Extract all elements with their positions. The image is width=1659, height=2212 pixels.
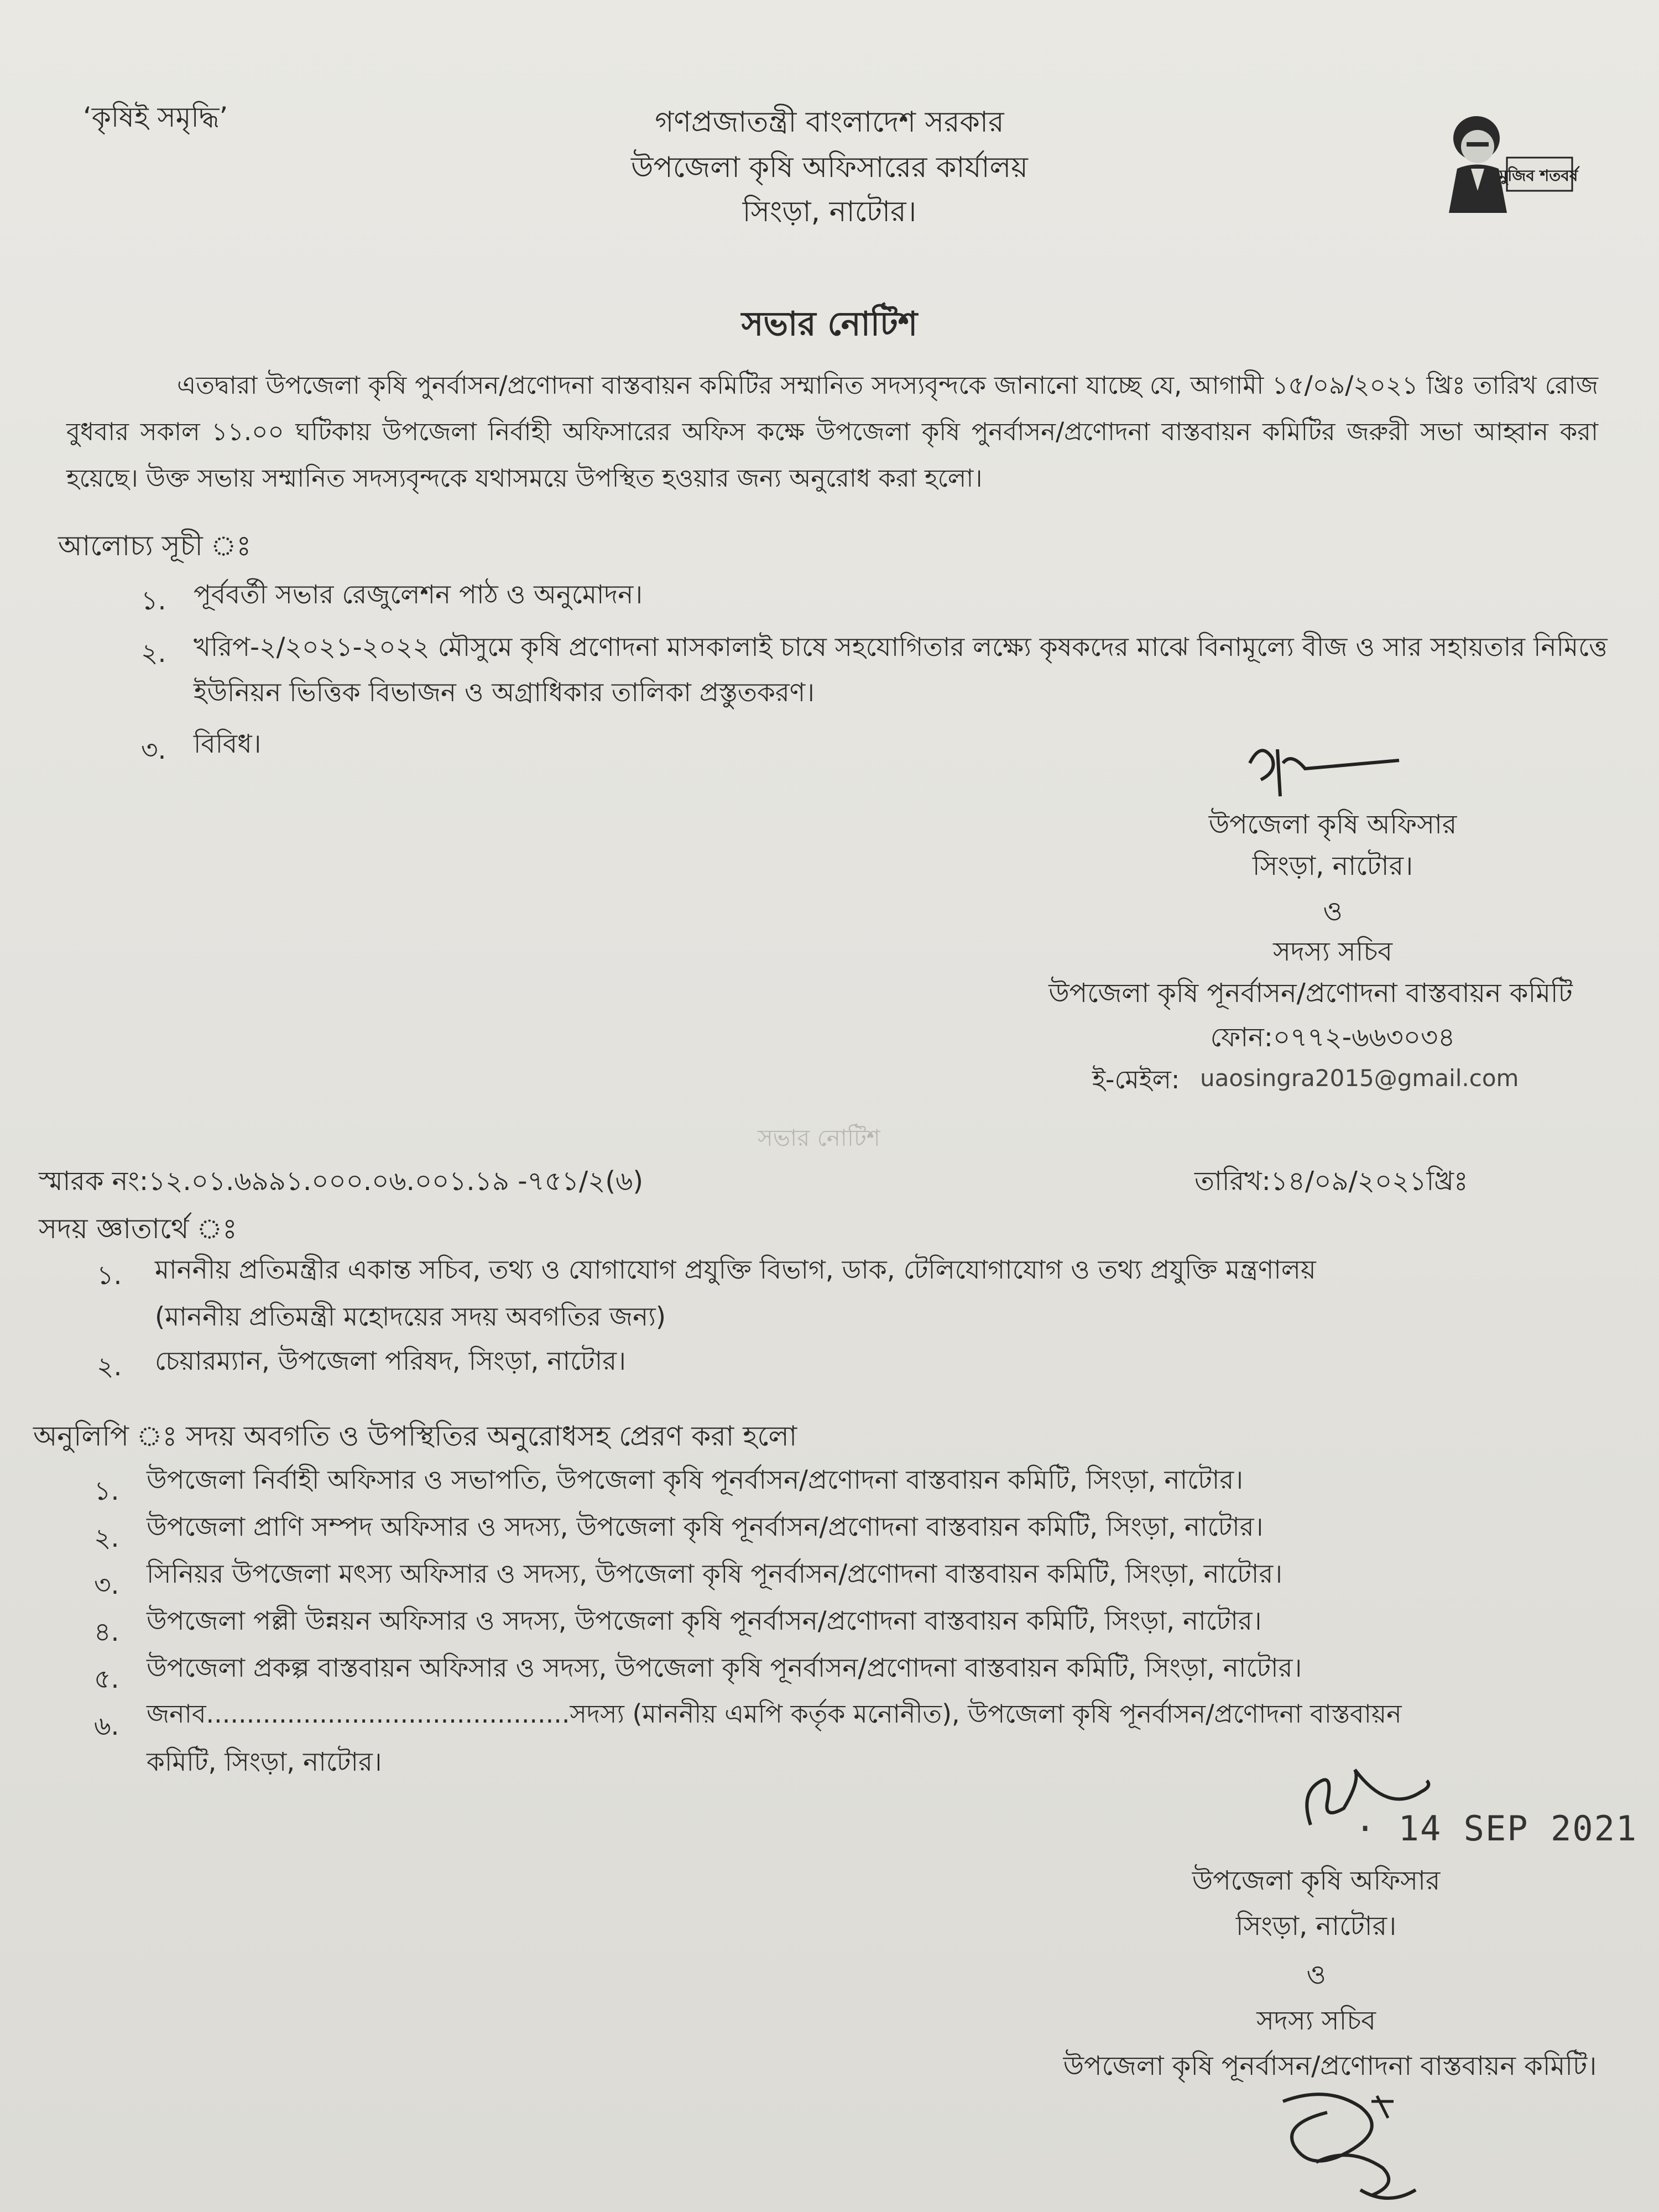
copy-num-3: ৩. <box>94 1570 119 1600</box>
logo-text: মুজিব শতবর্ষ <box>1499 166 1578 185</box>
sig1-designation: উপজেলা কৃষি অফিসার <box>1208 809 1457 840</box>
intro-paragraph: এতদ্বারা উপজেলা কৃষি পুনর্বাসন/প্রণোদনা বাস্তবায়ন কমিটির সম্মানিত সদস্যবৃন্দকে জানানো যাচ্ছে যে, আগামী ১৫/০৯/২০২১ খ্রিঃ তারিখ রোজ বুধবার সকাল ১১.০০ ঘটিকায় উপজেলা নির্বাহী অফিসারের অফিস কক্ষে উপজেলা কৃষি পুনর্বাসন/প্রণোদনা বাস্তবায়ন কমিটির জরুরী সভা আহ্বান করা হয়েছে। উক্ত সভায় সম্মানিত সদস্যবৃন্দকে যথাসময়ে উপস্থিত হওয়ার জন্য অনুরোধ করা হলো। <box>66 371 1598 493</box>
received-stamp-date: · 14 SEP 2021 <box>1355 1808 1638 1849</box>
copy-item-3: সিনিয়র উপজেলা মৎস্য অফিসার ও সদস্য, উপজেলা কৃষি পূনর্বাসন/প্রণোদনা বাস্তবায়ন কমিটি, সিংড়া, নাটোর। <box>147 1559 1283 1589</box>
copy-item-2: উপজেলা প্রাণি সম্পদ অফিসার ও সদস্য, উপজেলা কৃষি পূনর্বাসন/প্রণোদনা বাস্তবায়ন কমিটি, সিংড়া, নাটোর। <box>147 1512 1264 1542</box>
faint-bleedthrough-text: সভার নোটিশ <box>758 1124 880 1151</box>
agenda-heading: আলোচ্য সূচী ঃ <box>58 530 252 562</box>
copy-num-2: ২. <box>94 1523 119 1553</box>
page-title: সভার নোটিশ <box>741 305 918 343</box>
agenda-num-3: ৩. <box>141 735 166 765</box>
sig1-phone: ফোন:০৭৭২-৬৬৩০৩৪ <box>1210 1022 1455 1053</box>
sig1-email: uaosingra2015@gmail.com <box>1200 1065 1519 1092</box>
signature-1-mark <box>1239 730 1405 807</box>
memo-reference: স্মারক নং:১২.০১.৬৯৯১.০০০.০৬.০০১.১৯ -৭৫১/২(৬) <box>39 1166 644 1197</box>
agenda-num-2: ২. <box>141 638 166 669</box>
handwritten-initials-mark <box>1261 2079 1438 2212</box>
sig2-designation: উপজেলা কৃষি অফিসার <box>1192 1865 1441 1896</box>
copy-item-6-sub: কমিটি, সিংড়া, নাটোর। <box>147 1747 382 1777</box>
copy-num-5: ৫. <box>94 1664 119 1694</box>
sig1-committee: উপজেলা কৃষি পূনর্বাসন/প্রণোদনা বাস্তবায়ন কমিটি <box>1048 978 1573 1009</box>
copy-item-5: উপজেলা প্রকল্প বাস্তবায়ন অফিসার ও সদস্য, উপজেলা কৃষি পূনর্বাসন/প্রণোদনা বাস্তবায়ন কমিটি, সিংড়া, নাটোর। <box>147 1653 1302 1683</box>
gov-line-3: সিংড়া, নাটোর। <box>742 195 917 228</box>
sig2-location: সিংড়া, নাটোর। <box>1235 1911 1397 1942</box>
copy-item-6: জনাব.............................................সদস্য (মাননীয় এমপি কর্তৃক মনোনীত), উপজেলা কৃষি পূনর্বাসন/প্রণোদনা বাস্তবায়ন <box>147 1699 1402 1729</box>
copy-num-6: ৬. <box>94 1711 119 1741</box>
info-item-1-sub: (মাননীয় প্রতিমন্ত্রী মহোদয়ের সদয় অবগতির জন্য) <box>155 1302 666 1332</box>
sig1-location: সিংড়া, নাটোর। <box>1252 851 1413 881</box>
sig1-email-label: ই-মেইল: <box>1092 1065 1180 1094</box>
sig1-and: ও <box>1323 896 1343 927</box>
copy-heading: অনুলিপি ঃ সদয় অবগতি ও উপস্থিতির অনুরোধসহ প্রেরণ করা হলো <box>33 1420 797 1452</box>
sig2-role: সদস্য সচিব <box>1256 2005 1376 2036</box>
sig2-committee: উপজেলা কৃষি পূনর্বাসন/প্রণোদনা বাস্তবায়ন কমিটি। <box>1063 2051 1597 2081</box>
copy-item-4: উপজেলা পল্লী উন্নয়ন অফিসার ও সদস্য, উপজেলা কৃষি পূনর্বাসন/প্রণোদনা বাস্তবায়ন কমিটি, সিংড়া, নাটোর। <box>147 1606 1262 1636</box>
memo-date: তারিখ:১৪/০৯/২০২১খ্রিঃ <box>1194 1166 1468 1197</box>
copy-num-1: ১. <box>94 1476 119 1506</box>
agenda-item-1: পূর্ববর্তী সভার রেজুলেশন পাঠ ও অনুমোদন। <box>194 580 643 610</box>
info-heading: সদয় জ্ঞাতার্থে ঃ <box>39 1213 237 1245</box>
info-num-1: ১. <box>97 1260 122 1291</box>
agenda-num-1: ১. <box>141 586 166 616</box>
gov-line-2: উপজেলা কৃষি অফিসারের কার্যালয় <box>631 151 1028 184</box>
sig1-role: সদস্য সচিব <box>1273 936 1392 967</box>
agenda-item-2: খরিপ-২/২০২১-২০২২ মৌসুমে কৃষি প্রণোদনা মাসকালাই চাষে সহযোগিতার লক্ষ্যে কৃষকদের মাঝে বিনামূল্যে বীজ ও সার সহায়তার নিমিত্তে ইউনিয়ন ভিত্তিক বিভাজন ও অগ্রাধিকার তালিকা প্রস্তুতকরণ। <box>194 632 1608 708</box>
agenda-item-3: বিবিধ। <box>194 729 262 759</box>
copy-num-4: ৪. <box>94 1617 119 1647</box>
mujib-100-logo <box>1416 108 1582 218</box>
copy-item-1: উপজেলা নির্বাহী অফিসার ও সভাপতি, উপজেলা কৃষি পূনর্বাসন/প্রণোদনা বাস্তবায়ন কমিটি, সিংড়া, নাটোর। <box>147 1465 1244 1495</box>
motto: ‘কৃষিই সমৃদ্ধি’ <box>83 101 228 133</box>
sig2-and: ও <box>1306 1959 1326 1990</box>
gov-line-1: গণপ্রজাতন্ত্রী বাংলাদেশ সরকার <box>655 106 1004 139</box>
info-item-2: চেয়ারম্যান, উপজেলা পরিষদ, সিংড়া, নাটোর। <box>155 1346 626 1376</box>
info-num-2: ২. <box>97 1352 122 1382</box>
info-item-1: মাননীয় প্রতিমন্ত্রীর একান্ত সচিব, তথ্য ও যোগাযোগ প্রযুক্তি বিভাগ, ডাক, টেলিযোগাযোগ ও তথ্য প্রযুক্তি মন্ত্রণালয় <box>155 1255 1316 1285</box>
